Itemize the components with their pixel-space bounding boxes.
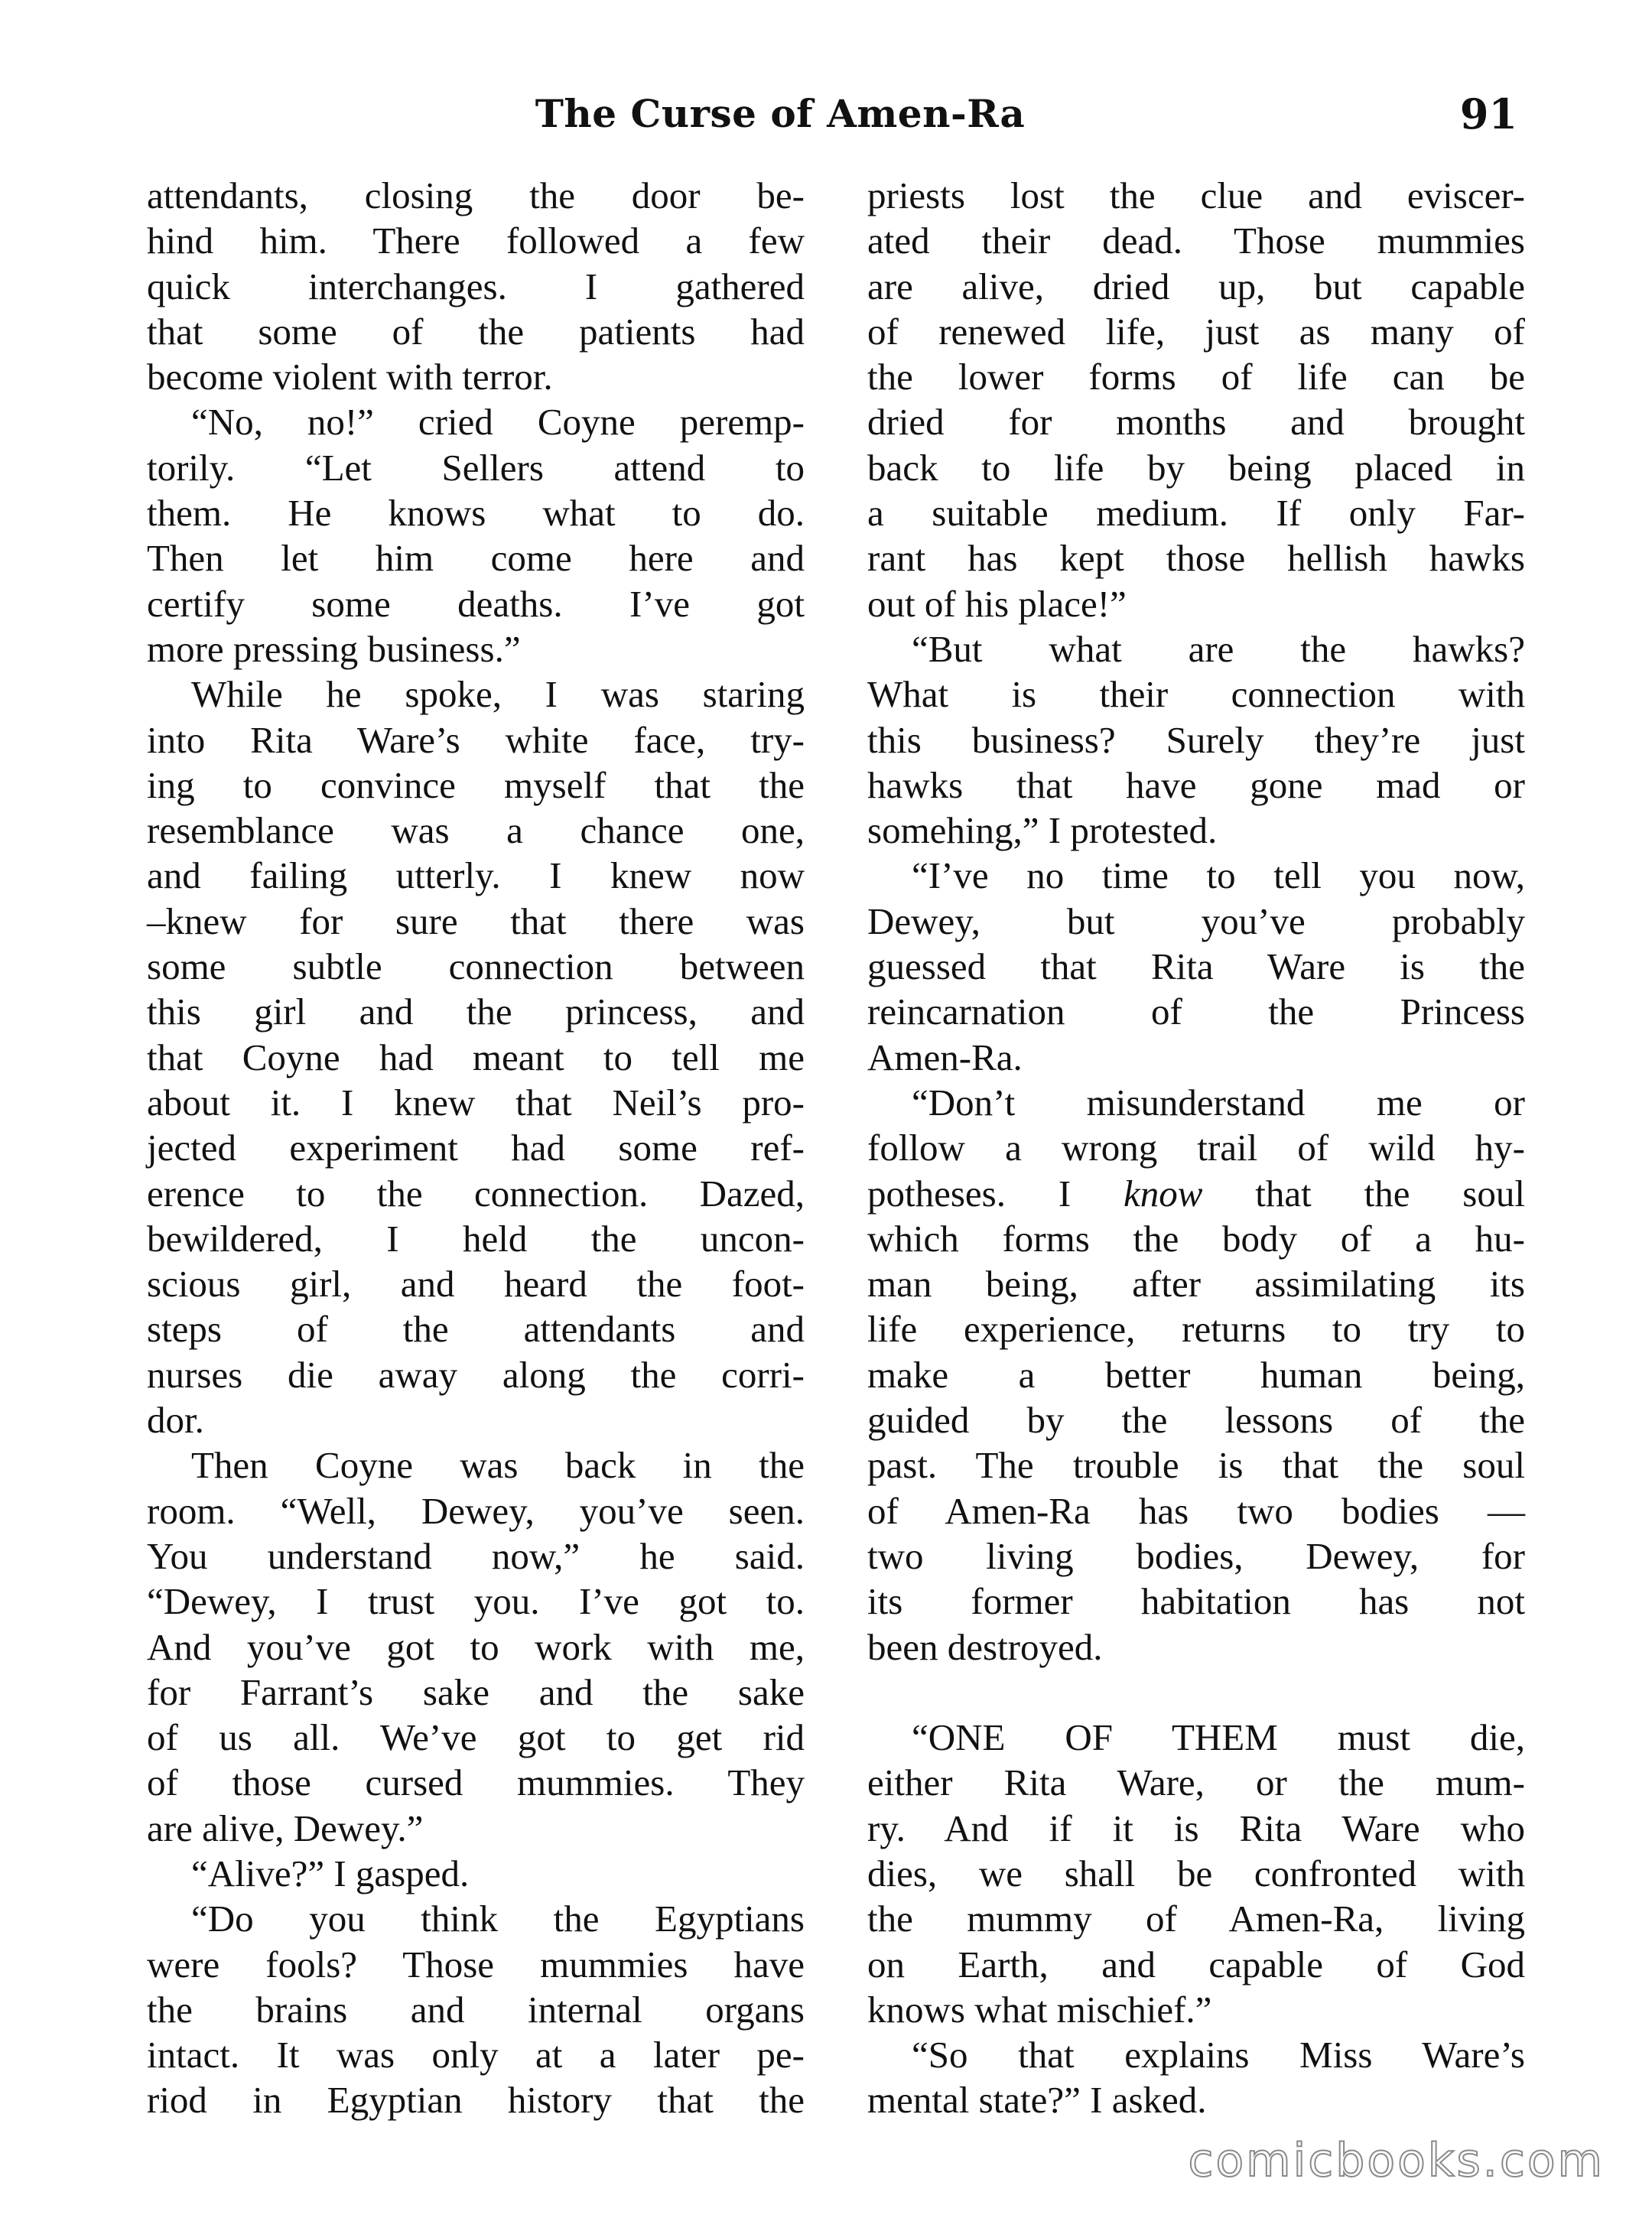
text-line: that Coyne had meant to tell me <box>147 1036 805 1078</box>
text-line: reincarnation of the Princess <box>867 990 1525 1033</box>
left-column <box>147 173 805 2123</box>
text-line: a suitable medium. If only Far- <box>867 492 1525 535</box>
text-run: potheses. I <box>867 1172 1124 1215</box>
text-line: some subtle connection between <box>147 945 805 988</box>
text-line: “I’ve no time to tell you now, <box>912 854 1525 897</box>
text-line: dor. <box>147 1399 204 1442</box>
text-line: “No, no!” cried Coyne peremp- <box>191 401 805 444</box>
text-line: Amen-Ra. <box>867 1036 1023 1078</box>
text-line: on Earth, and capable of God <box>867 1943 1525 1985</box>
text-line: the mummy of Amen-Ra, living <box>867 1898 1525 1940</box>
text-line: this business? Surely they’re just <box>867 718 1525 761</box>
text-run: that the soul <box>1202 1172 1525 1215</box>
paragraph <box>147 399 805 672</box>
text-line: Dewey, but you’ve probably <box>867 899 1525 942</box>
text-line: of Amen-Ra has two bodies — <box>867 1489 1525 1532</box>
text-line: dried for months and brought <box>867 401 1525 444</box>
paragraph <box>147 1896 805 2122</box>
text-line: dies, we shall be confronted with <box>867 1852 1525 1894</box>
paragraph <box>147 1442 805 1851</box>
text-line: back to life by being placed in <box>867 446 1525 489</box>
section-break <box>867 1670 1525 1715</box>
text-line: ing to convince myself that the <box>147 763 805 806</box>
text-line: rant has kept those hellish hawks <box>867 537 1525 580</box>
text-line: of renewed life, just as many of <box>867 310 1525 353</box>
text-line: guided by the lessons of the <box>867 1399 1525 1442</box>
right-column <box>867 173 1525 2123</box>
paragraph <box>867 853 1525 1079</box>
text-line: which forms the body of a hu- <box>867 1217 1525 1260</box>
text-line: into Rita Ware’s white face, try- <box>147 718 805 761</box>
text-line: “Alive?” I gasped. <box>191 1852 470 1894</box>
text-line: ry. And if it is Rita Ware who <box>867 1807 1525 1849</box>
text-line: riod in Egyptian history that the <box>147 2079 805 2122</box>
text-line: hind him. There followed a few <box>147 220 805 262</box>
text-line: about it. I knew that Neil’s pro- <box>147 1081 805 1124</box>
text-line: And you’ve got to work with me, <box>147 1625 805 1668</box>
text-line: knows what mischief.” <box>867 1988 1212 2031</box>
text-line: erence to the connection. Dazed, <box>147 1172 805 1215</box>
text-line: been destroyed. <box>867 1625 1103 1668</box>
text-line: You understand now,” he said. <box>147 1534 805 1577</box>
text-line: are alive, Dewey.” <box>147 1807 424 1849</box>
text-line: make a better human being, <box>867 1353 1525 1396</box>
emphasized-word: know <box>1124 1172 1203 1215</box>
text-line: torily. “Let Sellers attend to <box>147 446 805 489</box>
text-line: steps of the attendants and <box>147 1308 805 1351</box>
text-line: jected experiment had some ref- <box>147 1127 805 1169</box>
text-line: life experience, returns to try to <box>867 1308 1525 1351</box>
text-line: “So that explains Miss Ware’s <box>912 2034 1525 2077</box>
text-line: resemblance was a chance one, <box>147 809 805 852</box>
text-line: the brains and internal organs <box>147 1988 805 2031</box>
text-line: certify some deaths. I’ve got <box>147 582 805 625</box>
text-line: attendants, closing the door be- <box>147 174 805 216</box>
paragraph <box>867 1715 1525 2032</box>
text-line: man being, after assimilating its <box>867 1263 1525 1306</box>
paragraph <box>867 173 1525 626</box>
text-line: quick interchanges. I gathered <box>147 265 805 307</box>
text-line: What is their connection with <box>867 673 1525 716</box>
text-line: priests lost the clue and eviscer- <box>867 174 1525 216</box>
text-line: more pressing business.” <box>147 627 521 670</box>
paragraph <box>867 2032 1525 2123</box>
text-line: ated their dead. Those mummies <box>867 220 1525 262</box>
text-line: and failing utterly. I knew now <box>147 854 805 897</box>
paragraph <box>867 626 1525 853</box>
paragraph <box>147 672 805 1442</box>
text-line: –knew for sure that there was <box>147 899 805 942</box>
text-line: past. The trouble is that the soul <box>867 1444 1525 1487</box>
text-line: of those cursed mummies. They <box>147 1761 805 1804</box>
text-line: bewildered, I held the uncon- <box>147 1217 805 1260</box>
text-line: Then Coyne was back in the <box>191 1444 805 1487</box>
running-head <box>0 80 1652 148</box>
text-line: guessed that Rita Ware is the <box>867 945 1525 988</box>
text-line: of us all. We’ve got to get rid <box>147 1716 805 1759</box>
text-line: While he spoke, I was staring <box>191 673 805 716</box>
text-line: its former habitation has not <box>867 1580 1525 1623</box>
text-line: Then let him come here and <box>147 537 805 580</box>
text-line: “But what are the hawks? <box>912 627 1525 670</box>
text-line: nurses die away along the corri- <box>147 1353 805 1396</box>
text-line: for Farrant’s sake and the sake <box>147 1670 805 1713</box>
text-line: somehing,” I protested. <box>867 809 1218 852</box>
text-line: intact. It was only at a later pe- <box>147 2034 805 2077</box>
text-line: that some of the patients had <box>147 310 805 353</box>
text-line: “ONE OF THEM must die, <box>912 1716 1525 1759</box>
text-line: “Do you think the Egyptians <box>191 1898 805 1940</box>
text-line: follow a wrong trail of wild hy- <box>867 1127 1525 1169</box>
text-line: “Dewey, I trust you. I’ve got to. <box>147 1580 805 1623</box>
paragraph <box>867 1080 1525 1670</box>
text-line: this girl and the princess, and <box>147 990 805 1033</box>
text-line: hawks that have gone mad or <box>867 763 1525 806</box>
text-line: become violent with terror. <box>147 356 553 398</box>
watermark: comicbooks.com <box>1188 2134 1605 2187</box>
text-line: scious girl, and heard the foot- <box>147 1263 805 1306</box>
text-line: are alive, dried up, but capable <box>867 265 1525 307</box>
text-line: them. He knows what to do. <box>147 492 805 535</box>
text-line <box>867 1171 1525 1216</box>
text-line: out of his place!” <box>867 582 1127 625</box>
text-line: either Rita Ware, or the mum- <box>867 1761 1525 1804</box>
text-line: mental state?” I asked. <box>867 2079 1207 2122</box>
text-line: two living bodies, Dewey, for <box>867 1534 1525 1577</box>
paragraph <box>147 173 805 399</box>
text-line: the lower forms of life can be <box>867 356 1525 398</box>
page-number: 91 <box>1459 89 1517 138</box>
text-line: “Don’t misunderstand me or <box>912 1081 1525 1124</box>
text-line: room. “Well, Dewey, you’ve seen. <box>147 1489 805 1532</box>
running-title: The Curse of Amen-Ra <box>535 91 1026 136</box>
text-line: were fools? Those mummies have <box>147 1943 805 1985</box>
paragraph <box>147 1851 805 1896</box>
